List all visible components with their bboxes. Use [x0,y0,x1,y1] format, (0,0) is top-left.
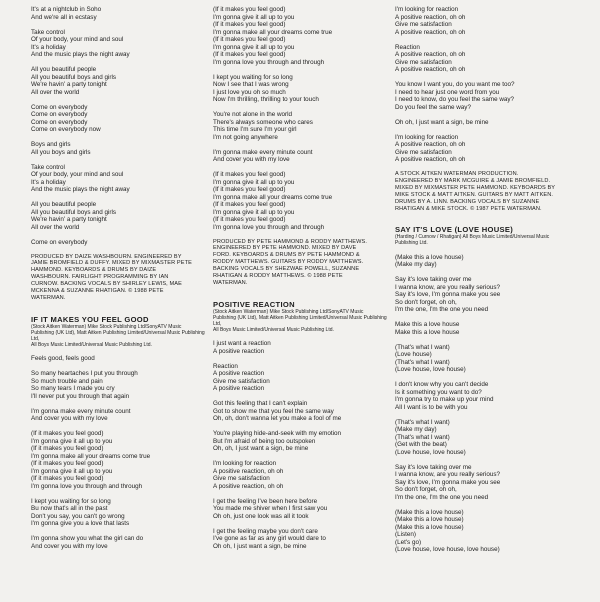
lyrics-stanza [213,149,393,164]
lyric-line: I get the feeling I've been here before [213,497,318,505]
lyrics-stanza [213,6,393,66]
lyric-line: (That's what I want) [395,418,450,426]
lyric-line: (Love house, love house, love house) [395,546,500,554]
lyric-line: This time I'm sure I'm your girl [213,126,297,133]
lyric-line: Come on everybody now [31,126,101,133]
lyric-line: A positive reaction, oh oh [213,467,284,475]
credit-line: PRODUCED BY PETE HAMMOND & RODDY MATTHEWS. [213,238,368,245]
lyric-line: (If it makes you feel good) [31,475,104,483]
lyric-line: I'm looking for reaction [395,133,459,141]
lyrics-stanza [213,111,393,141]
lyric-line: Say it's love taking over me [395,463,472,471]
lyric-line: Got this feeling that I can't explain [213,400,308,408]
lyric-line: I'm gonna love you through and through [213,223,325,231]
lyric-line: Feels good, feels good [31,355,95,363]
lyric-line: (Love house, love house) [395,448,466,456]
lyric-line: I wanna know, are you really serious? [395,283,501,291]
lyrics-stanza [31,6,211,21]
lyrics-stanza [31,104,211,134]
lyric-line: You made me shiver when I first saw you [213,505,328,513]
credit-line: PRODUCED BY DAIZE WASHBOURN. ENGINEERED BY [31,253,182,260]
lyrics-stanza [31,164,211,194]
lyrics-stanza [395,254,575,269]
lyric-line: So many heartaches I put you through [31,370,138,378]
credit-line: All Boys Music Limited/Universal Music Publishing Ltd. [31,341,152,348]
lyrics-stanza [213,460,393,490]
lyric-line: (If it makes you feel good) [31,460,104,468]
lyric-line: And the music plays the night away [31,186,130,193]
lyric-line: I'm gonna make all your dreams come true [31,452,151,460]
lyric-line: (If it makes you feel good) [213,51,286,58]
lyric-line: We're havin' a party tonight [31,216,107,223]
lyric-line: (That's what I want) [395,433,450,441]
lyric-line: (Make this a love house) [395,523,464,531]
lyric-line: (Make this a love house) [395,516,464,524]
credit-line: ENGINEERED BY PETE HAMMOND. MIXED BY DAVE [213,245,357,252]
lyrics-stanza [395,509,575,554]
lyric-line: Oh oh, just one look was all it took [213,512,309,520]
lyric-line: All over the world [31,223,80,231]
lyric-line: Reaction [395,43,420,51]
production-credits [31,254,211,302]
lyric-line: Got to show me that you feel the same way [213,407,334,415]
lyrics-stanza [395,381,575,411]
lyric-line: Oh, oh, don't wanna let you make a fool of me [213,415,342,423]
lyric-line: I'm gonna love you through and through [213,58,325,66]
lyrics-stanza [213,340,393,355]
lyric-line: I'm gonna give it all up to you [31,437,113,445]
lyric-line: We're havin' a party tonight [31,81,107,88]
lyrics-column-middle [213,6,393,558]
lyric-line: Do you feel the same way? [395,103,471,111]
lyric-line: Come on everybody [31,111,88,118]
lyric-line: I'm gonna give it all up to you [213,208,295,216]
credit-line: RHATIGAN & MIKE STOCK. © 1987 PETE WATERMAN. [395,205,542,212]
lyric-line: I'm gonna make every minute count [31,407,131,415]
lyric-line: All you beautiful people [31,66,97,73]
lyric-line: Say it's love taking over me [395,276,472,284]
lyrics-stanza [213,430,393,453]
lyric-line: It's a holiday [31,178,66,186]
lyric-line: It's at a nightclub in Soho [31,6,102,13]
lyric-line: (Get with the beat) [395,441,447,449]
credit-line: Publishing (UK Ltd), Matt Aitken Publishing Limited/Universal Music Publishing Ltd, [31,329,205,342]
credit-line: (Harding / Curnow / Rhatigan) All Boys Music Limited/Universal Music [395,234,550,241]
lyric-line: But I'm afraid of being too outspoken [213,437,316,445]
lyric-line: Reaction [213,362,238,370]
lyric-line: Now I'm thrilling, thrilling to your touch [213,96,319,103]
lyrics-stanza [395,6,575,36]
lyrics-stanza [213,498,393,521]
lyric-line: I'm gonna give it all up to you [31,467,113,475]
credit-line: All Boys Music Limited/Universal Music Publishing Ltd. [213,326,334,333]
lyrics-stanza [31,29,211,59]
lyrics-stanza [31,66,211,96]
lyrics-stanza [31,370,211,400]
lyric-line: I'm gonna show you what the girl can do [31,535,144,543]
lyric-line: (If it makes you feel good) [213,201,286,208]
lyric-line: (If it makes you feel good) [213,186,286,193]
lyric-line: Bu now that's all in the past [31,505,108,513]
credit-line: WATERMAN. [31,294,66,301]
lyric-line: So much trouble and pain [31,377,103,385]
credit-line: WASHBOURN. FAIRLIGHT PROGRAMMING BY IAN [31,274,169,281]
production-credits [213,239,393,287]
lyric-line: (If it makes you feel good) [213,216,286,223]
lyric-line: Give me satisfaction [213,377,270,385]
lyric-line: I'm gonna give you a love that lasts [31,520,130,528]
lyric-line: I'm gonna love you through and through [31,482,143,490]
lyric-line: Come on everybody [31,118,88,126]
credit-line: RHATIGAN & RODDY MATTHEWS. © 1988 PETE [213,273,343,280]
lyric-line: All you beautiful people [31,201,97,208]
lyric-line: (Make my day) [395,426,437,434]
lyric-line: (Make this a love house) [395,253,464,261]
credit-line: MIKE STOCK & MATT AITKEN. GUITARS BY MATT AITKEN. [395,191,554,198]
lyrics-column-right [395,6,575,561]
lyric-line: Oh oh, I just want a sign, be mine [213,542,307,550]
lyric-line: I need to hear just one word from you [395,88,500,96]
publishing-credits [213,309,393,333]
credit-line: WATERMAN. [213,279,248,286]
credit-line: ENGINEERED BY MARK MCGUIRE & JAMIE BROMFIELD. [395,177,551,184]
lyrics-stanza [31,408,211,423]
lyric-line: I'll never put you through that again [31,392,130,400]
lyric-line: I wanna know, are you really serious? [395,471,501,479]
lyric-line: A positive reaction, oh oh [395,66,466,73]
production-credits [395,171,575,212]
lyric-line: I've gone as far as any girl would dare to [213,535,326,543]
credit-line: BACKING VOCALS BY SHEZWAE POWELL, SUZANNE [213,266,360,273]
publishing-credits [395,234,575,246]
lyrics-stanza [31,535,211,550]
lyric-line: You know I want you, do you want me too? [395,81,515,88]
lyric-line: Don't you say, you can't go wrong [31,512,125,520]
lyric-line: (Let's go) [395,538,422,546]
credit-line: (Stock Aitken Waterman) Mike Stock Publishing Ltd/SonyATV Music [213,308,364,315]
lyrics-stanza [31,498,211,528]
lyric-line: Come on everybody [31,103,88,111]
lyric-line: So many tears I made you cry [31,385,115,393]
lyric-line: Is it something you want to do? [395,388,482,396]
lyrics-stanza [395,464,575,502]
lyric-line: Give me satisfaction [395,148,452,156]
lyric-line: (If it makes you feel good) [213,171,286,178]
lyric-line: So don't forget, oh oh, [395,298,457,306]
lyric-line: I'm gonna make every minute count [213,148,313,156]
lyric-line: (That's what I want) [395,358,450,366]
lyric-line: (If it makes you feel good) [31,430,104,438]
lyric-line: Take control [31,163,65,171]
song-title: SAY IT'S LOVE (LOVE HOUSE) [395,225,514,235]
credit-line: CURNOW. BACKING VOCALS BY SHIRLEY LEWIS, MAE [31,281,182,288]
lyric-line: All I want is to be with you [395,403,468,411]
lyric-line: I need to know, do you feel the same way? [395,96,515,103]
lyric-line: (If it makes you feel good) [213,6,286,13]
lyric-line: (Make this a love house) [395,508,464,516]
lyric-line: I'm not going anywhere [213,133,278,141]
lyric-line: Come on everybody [31,238,88,246]
lyric-line: All you beautiful boys and girls [31,73,117,81]
credit-line: A STOCK AITKEN WATERMAN PRODUCTION. [395,171,519,177]
lyrics-stanza [213,171,393,231]
lyric-line: I don't know why you can't decide [395,381,489,389]
lyric-line: A positive reaction, oh oh [395,156,466,163]
lyric-line: A positive reaction, oh oh [395,28,466,36]
song-title: IF IT MAKES YOU FEEL GOOD [31,314,149,324]
lyrics-stanza [395,44,575,74]
lyric-line: You're playing hide-and-seek with my emotion [213,430,342,438]
lyric-line: I'm gonna try to make up your mind [395,396,494,404]
lyric-line: Now I see that I was wrong [213,81,289,88]
lyric-line: I'm gonna give it all up to you [213,13,295,21]
lyric-line: I'm looking for reaction [395,6,459,13]
lyrics-stanza [213,363,393,393]
lyric-line: Make this a love house [395,328,460,336]
lyrics-stanza [31,141,211,156]
lyric-line: (If it makes you feel good) [213,21,286,28]
lyric-line: A positive reaction [213,347,265,355]
lyric-line: (Love house) [395,351,432,359]
lyric-line: I'm gonna give it all up to you [213,43,295,51]
lyric-line: So don't forget, oh oh, [395,486,457,494]
lyric-line: Say it's love, I'm gonna make you see [395,291,501,299]
lyrics-stanza [31,430,211,490]
credit-line: DRUMS BY A. LINN. BACKING VOCALS BY SUZANNE [395,198,540,205]
lyrics-column-left [31,6,211,558]
lyrics-stanza [31,201,211,231]
lyric-line: Take control [31,28,65,36]
lyric-line: A positive reaction [213,370,265,378]
lyric-line: I kept you waiting for so long [213,73,293,81]
lyric-line: And cover you with my love [31,415,108,423]
lyrics-stanza [395,134,575,164]
lyric-line: I get the feeling maybe you don't care [213,527,318,535]
lyric-line: A positive reaction, oh oh [395,51,466,58]
lyric-line: I'm the one, I'm the one you need [395,306,489,314]
lyric-line: Oh, oh, I just want a sign, be mine [213,445,309,453]
lyric-line: A positive reaction, oh oh [395,13,466,21]
lyric-line: All over the world [31,88,80,96]
lyrics-stanza [213,400,393,423]
lyric-line: Say it's love, I'm gonna make you see [395,478,501,486]
lyric-line: I'm the one, I'm the one you need [395,493,489,501]
lyrics-stanza [395,119,575,127]
lyric-line: I'm gonna make all your dreams come true [213,28,333,36]
lyric-line: Give me satisfaction [395,21,452,28]
lyrics-stanza [395,419,575,457]
lyric-line: All you beautiful boys and girls [31,208,117,216]
credit-line: MCKENNA & SUZANNE RHATIGAN. © 1988 PETE [31,288,164,295]
credit-line: HAMMOND. KEYBOARDS & DRUMS BY DAIZE [31,267,157,274]
lyrics-stanza [31,239,211,247]
lyric-line: It's a holiday [31,43,66,51]
lyrics-stanza [31,355,211,363]
lyric-line: (If it makes you feel good) [31,445,104,453]
lyric-line: A positive reaction [213,385,265,393]
credit-line: (Stock Aitken Waterman) Mike Stock Publishing Ltd/SonyATV Music [31,323,182,330]
lyric-line: Of your body, your mind and soul [31,171,124,178]
lyric-line: I'm looking for reaction [213,460,277,468]
lyric-line: You're not alone in the world [213,111,293,118]
credit-line: JAMIE BROMFIELD & DUFFY. MIXED BY MIXMASTER PETE [31,260,192,267]
credit-line: RODDY MATTHEWS. GUITARS BY RODDY MATTHEWS. [213,259,364,266]
credit-line: FORD. KEYBOARDS & DRUMS BY PETE HAMMOND & [213,252,360,259]
credit-line: Publishing Ltd. [395,240,428,247]
lyric-line: Give me satisfaction [213,475,270,483]
lyric-line: There's always someone who cares [213,118,313,126]
lyric-line: I'm gonna make all your dreams come true [213,193,333,201]
lyrics-stanza [213,528,393,551]
lyric-line: And we're all in ecstasy [31,13,97,21]
song-title: POSITIVE REACTION [213,299,295,309]
lyric-line: Of your body, your mind and soul [31,36,124,43]
publishing-credits [31,324,211,348]
lyric-line: And cover you with my love [213,156,290,163]
lyric-line: All you boys and girls [31,148,91,156]
lyrics-stanza [395,81,575,111]
lyric-line: A positive reaction, oh oh [395,141,466,148]
lyric-line: (Love house, love house) [395,366,466,374]
lyric-line: I'm gonna give it all up to you [213,178,295,186]
lyric-line: Give me satisfaction [395,58,452,66]
lyric-line: A positive reaction, oh oh [213,482,284,490]
lyric-line: Make this a love house [395,321,460,329]
lyric-line: (That's what I want) [395,343,450,351]
lyric-line: And the music plays the night away [31,51,130,58]
lyric-line: And cover you with my love [31,542,108,550]
lyric-line: (Make my day) [395,261,437,269]
credit-line: Publishing (UK Ltd), Matt Aitken Publishing Limited/Universal Music Publishing Ltd, [213,314,387,327]
lyrics-stanza [395,344,575,374]
lyric-line: Boys and girls [31,141,71,148]
lyric-line: (If it makes you feel good) [213,36,286,43]
lyric-line: I just love you oh so much [213,88,286,96]
credit-line: MIXED BY MIXMASTER PETE HAMMOND. KEYBOARDS BY [395,184,556,191]
lyrics-stanza [213,74,393,104]
lyric-line: (Listen) [395,531,416,539]
lyrics-stanza [395,321,575,336]
lyrics-stanza [395,276,575,314]
lyric-line: Oh oh, I just want a sign, be mine [395,118,489,126]
lyric-line: I kept you waiting for so long [31,497,111,505]
lyric-line: I just want a reaction [213,340,271,348]
